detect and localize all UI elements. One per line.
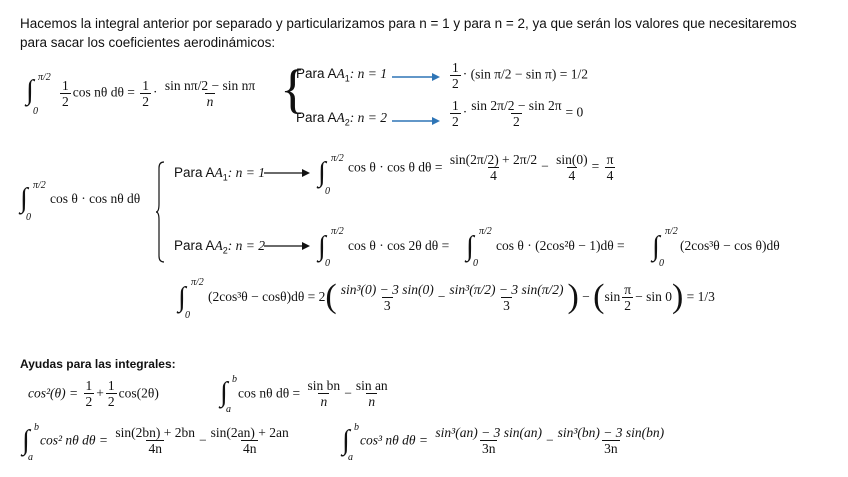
left-brace: { [280, 59, 306, 119]
integrand: cos nθ dθ = [72, 84, 135, 100]
arrow-icon [392, 73, 440, 81]
integral-sign: ∫ [20, 183, 28, 214]
eq1-case-2: Para $AA_2$: n = 2 [296, 110, 388, 128]
eq2-case-1: Para $AA_1$: n = 1 [174, 165, 266, 183]
upper-limit: b [34, 422, 39, 433]
eq1-case-1-result: $\frac{1}{2}$ · (sin π/2 − sin π) = 1/2 [452, 60, 588, 91]
upper-limit: π/2 [191, 277, 204, 288]
integral-sign: ∫ [22, 425, 30, 456]
help-formula-1: cos²(θ) = $\frac{1}{2}$ + $\frac{1}{2}$ cos(2θ) [28, 378, 159, 409]
integral-sign: ∫ [318, 231, 326, 262]
lower-limit: 0 [26, 212, 31, 223]
upper-limit: π/2 [33, 180, 46, 191]
help-title: Ayudas para las integrales: [20, 357, 176, 371]
dot: · [153, 84, 158, 100]
upper-limit: π/2 [665, 226, 678, 237]
intro-line-2: para sacar los coeficientes aerodinámicos: [20, 35, 276, 50]
arrow-icon [264, 242, 310, 250]
integrand: cos θ · cos nθ dθ [50, 191, 141, 206]
help-formula-4: cos³ nθ dθ = $\frac{\text{sin³(an) − 3 sin(an)}}{3n}$ − $\frac{\text{sin³(bn) − 3 sin(bn)}}{3n}$ [360, 425, 665, 456]
intro-line-1: Hacemos la integral anterior por separado y particularizamos para n = 1 y para n = 2, ya que serán los valores que necesitaremos [20, 16, 797, 31]
lower-limit: 0 [185, 310, 190, 321]
left-brace [156, 160, 166, 264]
eq2-case-2-part-1: cos θ · cos 2θ dθ = [348, 238, 450, 253]
eq1-case-2-result: $\frac{1}{2}$ · $\frac{\sin 2\pi/2 - \sin 2\pi}{2}$ = 0 [452, 98, 584, 129]
eq2-case-2-part-3: (2cos³θ − cos θ)dθ [680, 238, 780, 253]
upper-limit: b [354, 422, 359, 433]
lower-limit: a [28, 452, 33, 463]
lower-limit: 0 [33, 106, 38, 117]
eq1-case-1: Para $AA_1$: n = 1 [296, 66, 388, 84]
integral-sign: ∫ [652, 231, 660, 262]
lower-limit: 0 [659, 258, 664, 269]
lower-limit: 0 [473, 258, 478, 269]
upper-limit: π/2 [331, 153, 344, 164]
fraction: $\frac{1}{2}$ [62, 78, 69, 109]
lower-limit: 0 [325, 258, 330, 269]
lower-limit: a [226, 404, 231, 415]
integral-sign: ∫ [220, 377, 228, 408]
arrow-icon [264, 169, 310, 177]
eq1-body [58, 78, 259, 109]
fraction: $\frac{1}{2}$ [142, 78, 150, 109]
help-formula-3: cos² nθ dθ = $\frac{\sin(2bn) + 2bn}{4n}$ − $\frac{\sin(2an) + 2an}{4n}$ [40, 425, 289, 456]
eq2-case-2: Para $AA_2$: n = 2 [174, 238, 266, 256]
upper-limit: π/2 [331, 226, 344, 237]
lower-limit: 0 [325, 186, 330, 197]
fraction: $\frac{\text{sin nπ/2 − sin nπ}}{n}$ [164, 78, 256, 109]
eq3-body: (2cos³θ − cosθ)dθ = 2( $\frac{\text{sin³(0) − 3 sin(0)}}{3}$ − $\frac{\text{sin³(π/2) − 3 sin(π/2)}}{3}$ ) − (sin $\frac{\pi}{2}$ − sin 0) = 1/3 [208, 278, 715, 315]
integral-sign: ∫ [26, 75, 34, 106]
help-formula-2: cos nθ dθ = $\frac{\text{sin bn}}{n}$ − $\frac{\text{sin an}}{n}$ [238, 378, 388, 409]
upper-limit: π/2 [38, 72, 51, 83]
integral-sign: ∫ [342, 425, 350, 456]
integral-sign: ∫ [178, 282, 186, 313]
arrow-icon [392, 117, 440, 125]
upper-limit: π/2 [479, 226, 492, 237]
upper-limit: b [232, 374, 237, 385]
eq2-case-2-part-2: cos θ · (2cos²θ − 1)dθ = [496, 238, 625, 253]
eq2-case-1-result: cos θ · cos θ dθ = $\frac{\sin(2\pi/2) + 2\pi/2}{4}$ − $\frac{\sin(0)}{4}$ = $\frac{\pi}{4}$ [348, 152, 614, 183]
lower-limit: a [348, 452, 353, 463]
integral-sign: ∫ [318, 157, 326, 188]
integral-sign: ∫ [466, 231, 474, 262]
